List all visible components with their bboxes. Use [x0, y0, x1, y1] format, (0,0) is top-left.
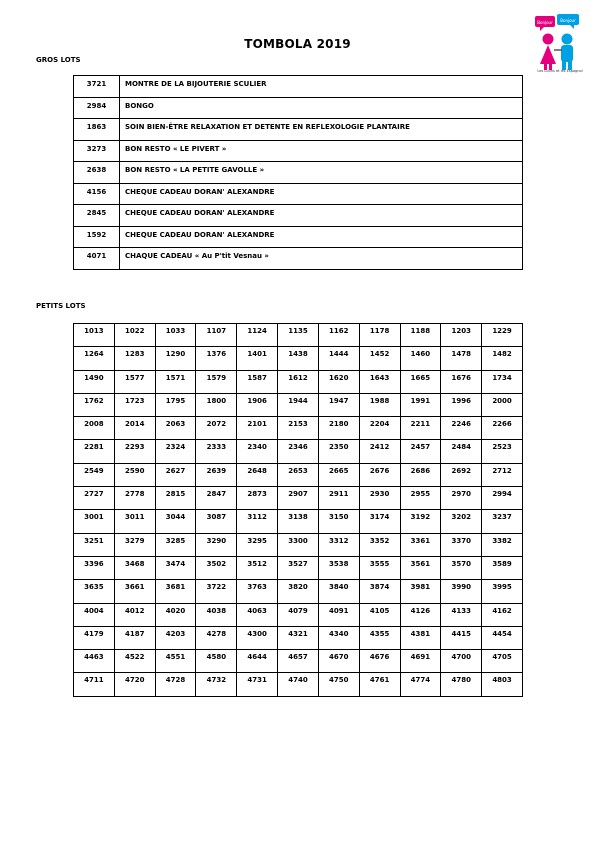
ticket-number: 1438 [278, 347, 319, 370]
table-row [74, 183, 523, 205]
ticket-number: 1290 [155, 347, 196, 370]
ticket-number: 3512 [237, 556, 278, 579]
ticket-number: 4105 [359, 603, 400, 626]
ticket-number: 3981 [400, 580, 441, 603]
ticket-number: 4731 [237, 673, 278, 696]
ticket-number: 4063 [237, 603, 278, 626]
prize-description: CHAQUE CADEAU « Au P'tit Vesnau » [120, 248, 523, 270]
ticket-number: 1723 [114, 393, 155, 416]
ticket-number: 1996 [441, 393, 482, 416]
ticket-number: 2676 [359, 463, 400, 486]
ticket-number: 2930 [359, 487, 400, 510]
ticket-number: 3273 [74, 140, 120, 162]
ticket-number: 2457 [400, 440, 441, 463]
ticket-number: 4004 [74, 603, 115, 626]
ticket-number: 2180 [318, 417, 359, 440]
table-row [74, 248, 523, 270]
ticket-number: 4705 [482, 650, 523, 673]
ticket-number: 2293 [114, 440, 155, 463]
ticket-number: 2727 [74, 487, 115, 510]
table-row [74, 533, 523, 556]
ticket-number: 3011 [114, 510, 155, 533]
ticket-number: 4415 [441, 626, 482, 649]
ticket-number: 1444 [318, 347, 359, 370]
prize-description: CHEQUE CADEAU DORAN' ALEXANDRE [120, 183, 523, 205]
table-row [74, 650, 523, 673]
ticket-number: 4774 [400, 673, 441, 696]
ticket-number: 2204 [359, 417, 400, 440]
ticket-number: 4670 [318, 650, 359, 673]
ticket-number: 3763 [237, 580, 278, 603]
ticket-number: 2873 [237, 487, 278, 510]
ticket-number: 4156 [74, 183, 120, 205]
ticket-number: 1762 [74, 393, 115, 416]
ticket-number: 3874 [359, 580, 400, 603]
ticket-number: 1643 [359, 370, 400, 393]
ticket-number: 4676 [359, 650, 400, 673]
ticket-number: 4300 [237, 626, 278, 649]
ticket-number: 4126 [400, 603, 441, 626]
prize-description: SOIN BIEN-ÊTRE RELAXATION ET DETENTE EN REFLEXOLOGIE PLANTAIRE [120, 119, 523, 141]
ticket-number: 4179 [74, 626, 115, 649]
ticket-number: 1579 [196, 370, 237, 393]
table-row [74, 603, 523, 626]
ticket-number: 1587 [237, 370, 278, 393]
ticket-number: 3192 [400, 510, 441, 533]
table-row [74, 119, 523, 141]
ticket-number: 4203 [155, 626, 196, 649]
ticket-number: 1620 [318, 370, 359, 393]
ticket-number: 3295 [237, 533, 278, 556]
ticket-number: 3382 [482, 533, 523, 556]
table-row [74, 205, 523, 227]
ticket-number: 4463 [74, 650, 115, 673]
ticket-number: 1124 [237, 324, 278, 347]
ticket-number: 3361 [400, 533, 441, 556]
ticket-number: 2350 [318, 440, 359, 463]
ticket-number: 2063 [155, 417, 196, 440]
ticket-number: 4038 [196, 603, 237, 626]
ticket-number: 3721 [74, 76, 120, 98]
ticket-number: 2590 [114, 463, 155, 486]
ticket-number: 3561 [400, 556, 441, 579]
ticket-number: 4728 [155, 673, 196, 696]
ticket-number: 2692 [441, 463, 482, 486]
ticket-number: 2911 [318, 487, 359, 510]
ticket-number: 1107 [196, 324, 237, 347]
ticket-number: 1460 [400, 347, 441, 370]
ticket-number: 4720 [114, 673, 155, 696]
table-row [74, 162, 523, 184]
ticket-number: 2266 [482, 417, 523, 440]
prize-description: BON RESTO « LA PETITE GAVOLLE » [120, 162, 523, 184]
ticket-number: 2101 [237, 417, 278, 440]
ticket-number: 1013 [74, 324, 115, 347]
ticket-number: 4321 [278, 626, 319, 649]
ticket-number: 4780 [441, 673, 482, 696]
ticket-number: 1906 [237, 393, 278, 416]
ticket-number: 2970 [441, 487, 482, 510]
table-row [74, 510, 523, 533]
ticket-number: 1452 [359, 347, 400, 370]
prize-description: CHEQUE CADEAU DORAN' ALEXANDRE [120, 226, 523, 248]
ticket-number: 1135 [278, 324, 319, 347]
table-row [74, 463, 523, 486]
ticket-number: 4020 [155, 603, 196, 626]
ticket-number: 4340 [318, 626, 359, 649]
gros-lots-table [73, 75, 523, 270]
ticket-number: 3570 [441, 556, 482, 579]
ticket-number: 4761 [359, 673, 400, 696]
ticket-number: 1478 [441, 347, 482, 370]
table-row [74, 347, 523, 370]
ticket-number: 1800 [196, 393, 237, 416]
ticket-number: 2648 [237, 463, 278, 486]
ticket-number: 4740 [278, 673, 319, 696]
ticket-number: 1022 [114, 324, 155, 347]
ticket-number: 1988 [359, 393, 400, 416]
ticket-number: 4162 [482, 603, 523, 626]
gros-lots-heading: GROS LOTS [36, 56, 81, 64]
ticket-number: 3138 [278, 510, 319, 533]
ticket-number: 4187 [114, 626, 155, 649]
ticket-number: 1944 [278, 393, 319, 416]
ticket-number: 3527 [278, 556, 319, 579]
ticket-number: 1401 [237, 347, 278, 370]
ticket-number: 3285 [155, 533, 196, 556]
ticket-number: 3044 [155, 510, 196, 533]
ticket-number: 1283 [114, 347, 155, 370]
ticket-number: 3150 [318, 510, 359, 533]
table-row [74, 370, 523, 393]
ticket-number: 2523 [482, 440, 523, 463]
table-row [74, 580, 523, 603]
ticket-number: 3237 [482, 510, 523, 533]
ticket-number: 2653 [278, 463, 319, 486]
ticket-number: 2014 [114, 417, 155, 440]
prize-description: CHEQUE CADEAU DORAN' ALEXANDRE [120, 205, 523, 227]
ticket-number: 4454 [482, 626, 523, 649]
ticket-number: 1863 [74, 119, 120, 141]
ticket-number: 3202 [441, 510, 482, 533]
ticket-number: 3279 [114, 533, 155, 556]
ticket-number: 3112 [237, 510, 278, 533]
ticket-number: 2008 [74, 417, 115, 440]
petits-lots-heading: PETITS LOTS [36, 302, 86, 310]
ticket-number: 3468 [114, 556, 155, 579]
ticket-number: 3251 [74, 533, 115, 556]
ticket-number: 2994 [482, 487, 523, 510]
ticket-number: 4278 [196, 626, 237, 649]
logo-bubble-left: Bonjour [537, 20, 553, 25]
ticket-number: 1991 [400, 393, 441, 416]
ticket-number: 1592 [74, 226, 120, 248]
table-row [74, 226, 523, 248]
ticket-number: 3538 [318, 556, 359, 579]
ticket-number: 1203 [441, 324, 482, 347]
ticket-number: 1188 [400, 324, 441, 347]
ticket-number: 3502 [196, 556, 237, 579]
ticket-number: 4355 [359, 626, 400, 649]
ticket-number: 2324 [155, 440, 196, 463]
ticket-number: 1376 [196, 347, 237, 370]
ticket-number: 2153 [278, 417, 319, 440]
ticket-number: 2412 [359, 440, 400, 463]
ticket-number: 1612 [278, 370, 319, 393]
ticket-number: 2984 [74, 97, 120, 119]
ticket-number: 3661 [114, 580, 155, 603]
ticket-number: 1178 [359, 324, 400, 347]
ticket-number: 3555 [359, 556, 400, 579]
ticket-number: 3995 [482, 580, 523, 603]
ticket-number: 1033 [155, 324, 196, 347]
ticket-number: 2549 [74, 463, 115, 486]
ticket-number: 2955 [400, 487, 441, 510]
table-row [74, 324, 523, 347]
ticket-number: 2211 [400, 417, 441, 440]
ticket-number: 4732 [196, 673, 237, 696]
ticket-number: 1482 [482, 347, 523, 370]
ticket-number: 4711 [74, 673, 115, 696]
ticket-number: 2847 [196, 487, 237, 510]
ticket-number: 4803 [482, 673, 523, 696]
ticket-number: 3820 [278, 580, 319, 603]
table-row [74, 487, 523, 510]
table-row [74, 440, 523, 463]
ticket-number: 3312 [318, 533, 359, 556]
ticket-number: 1665 [400, 370, 441, 393]
ticket-number: 2333 [196, 440, 237, 463]
ticket-number: 4522 [114, 650, 155, 673]
ticket-number: 2639 [196, 463, 237, 486]
ticket-number: 3722 [196, 580, 237, 603]
ticket-number: 2712 [482, 463, 523, 486]
ticket-number: 2815 [155, 487, 196, 510]
prize-description: BONGO [120, 97, 523, 119]
ticket-number: 4657 [278, 650, 319, 673]
table-row [74, 393, 523, 416]
ticket-number: 2346 [278, 440, 319, 463]
ticket-number: 4012 [114, 603, 155, 626]
ticket-number: 2340 [237, 440, 278, 463]
ticket-number: 2484 [441, 440, 482, 463]
ticket-number: 3290 [196, 533, 237, 556]
ticket-number: 4071 [74, 248, 120, 270]
ticket-number: 1947 [318, 393, 359, 416]
ticket-number: 2907 [278, 487, 319, 510]
ticket-number: 2778 [114, 487, 155, 510]
ticket-number: 4691 [400, 650, 441, 673]
ticket-number: 4700 [441, 650, 482, 673]
ticket-number: 1577 [114, 370, 155, 393]
ticket-number: 3840 [318, 580, 359, 603]
ticket-number: 3001 [74, 510, 115, 533]
logo-caption: Les Lutins et les Espagnol [537, 69, 583, 73]
ticket-number: 3087 [196, 510, 237, 533]
ticket-number: 3681 [155, 580, 196, 603]
prize-description: BON RESTO « LE PIVERT » [120, 140, 523, 162]
ticket-number: 4091 [318, 603, 359, 626]
ticket-number: 2000 [482, 393, 523, 416]
ticket-number: 2665 [318, 463, 359, 486]
ticket-number: 2638 [74, 162, 120, 184]
ticket-number: 3352 [359, 533, 400, 556]
ticket-number: 2246 [441, 417, 482, 440]
ticket-number: 1490 [74, 370, 115, 393]
ticket-number: 2281 [74, 440, 115, 463]
table-row [74, 76, 523, 98]
ticket-number: 3174 [359, 510, 400, 533]
ticket-number: 2845 [74, 205, 120, 227]
ticket-number: 3474 [155, 556, 196, 579]
logo-bubble-right: Bonjour [560, 18, 576, 23]
ticket-number: 1229 [482, 324, 523, 347]
petits-lots-table [73, 323, 523, 697]
ticket-number: 4644 [237, 650, 278, 673]
ticket-number: 1734 [482, 370, 523, 393]
ticket-number: 1795 [155, 393, 196, 416]
ticket-number: 4133 [441, 603, 482, 626]
ticket-number: 3990 [441, 580, 482, 603]
ticket-number: 4079 [278, 603, 319, 626]
prize-description: MONTRE DE LA BIJOUTERIE SCULIER [120, 76, 523, 98]
ticket-number: 1571 [155, 370, 196, 393]
ticket-number: 2686 [400, 463, 441, 486]
ticket-number: 4551 [155, 650, 196, 673]
table-row [74, 140, 523, 162]
ticket-number: 3396 [74, 556, 115, 579]
ticket-number: 1162 [318, 324, 359, 347]
ticket-number: 4381 [400, 626, 441, 649]
page-title: TOMBOLA 2019 [244, 37, 351, 51]
ticket-number: 4580 [196, 650, 237, 673]
ticket-number: 2627 [155, 463, 196, 486]
table-row [74, 556, 523, 579]
ticket-number: 4750 [318, 673, 359, 696]
ticket-number: 2072 [196, 417, 237, 440]
table-row [74, 97, 523, 119]
ticket-number: 3589 [482, 556, 523, 579]
ticket-number: 1264 [74, 347, 115, 370]
ticket-number: 3370 [441, 533, 482, 556]
ticket-number: 3635 [74, 580, 115, 603]
table-row [74, 673, 523, 696]
table-row [74, 626, 523, 649]
ticket-number: 1676 [441, 370, 482, 393]
table-row [74, 417, 523, 440]
ticket-number: 3300 [278, 533, 319, 556]
